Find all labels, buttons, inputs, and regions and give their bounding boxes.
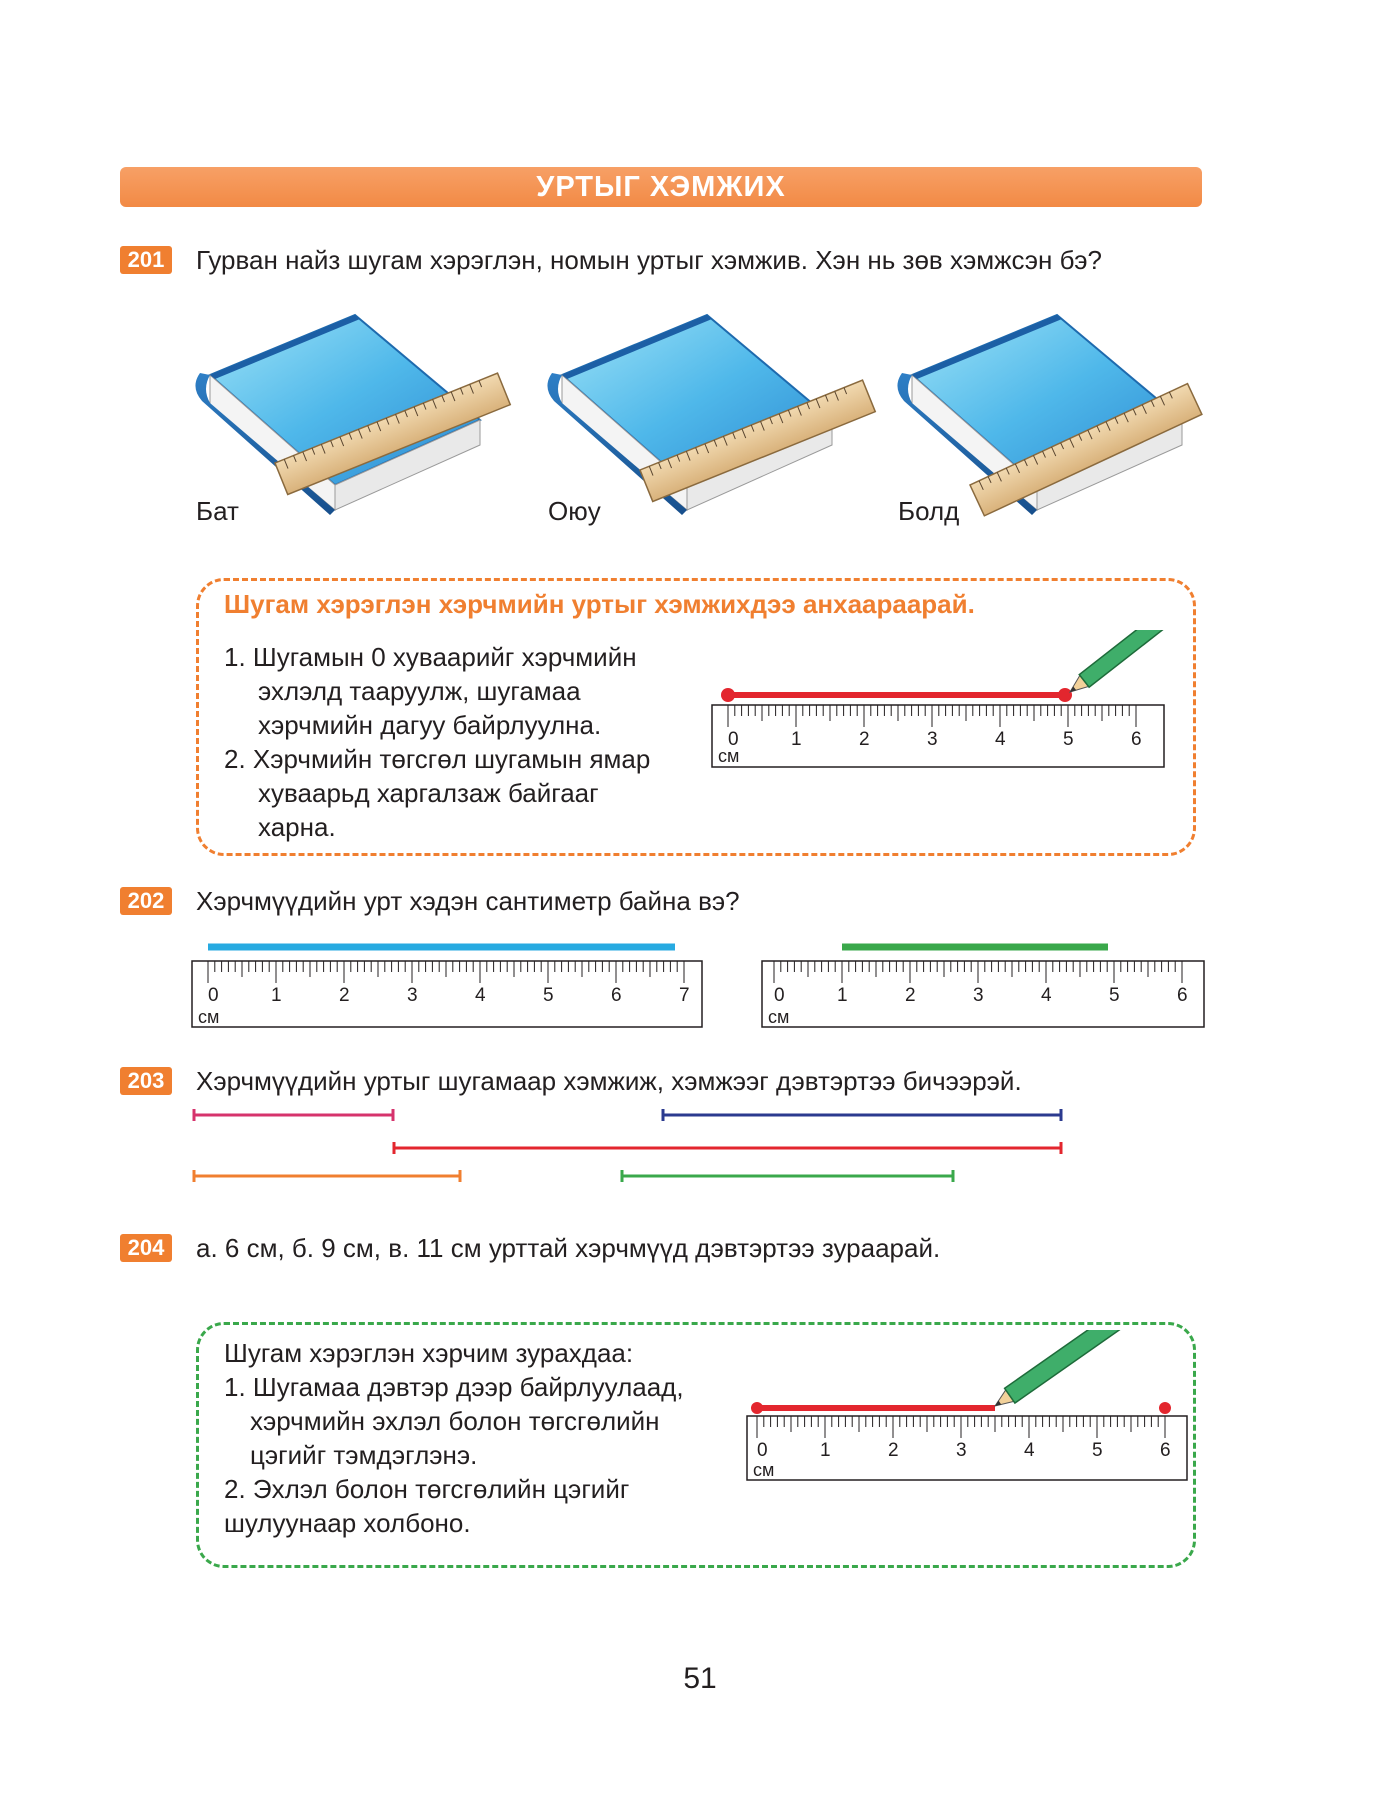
- ruler-tick-label: 4: [1041, 985, 1052, 1006]
- ruler-tick-label: 0: [774, 985, 785, 1006]
- ruler-diagram-tip2: [745, 1330, 1195, 1490]
- ruler-tick-label: 5: [543, 985, 554, 1006]
- tip-line-3: хэрчмийн дагуу байрлуулна.: [258, 710, 602, 740]
- ruler-tick-label: 1: [820, 1440, 831, 1461]
- exercise-number-202: 202: [120, 887, 172, 915]
- ruler-tick-label: 0: [208, 985, 219, 1006]
- name-oyuu: Оюу: [548, 496, 601, 526]
- exercise-number-203: 203: [120, 1067, 172, 1095]
- exercise-204-question: а. 6 см, б. 9 см, в. 11 см урттай хэрчмүүд дэвтэртээ зураарай.: [196, 1233, 941, 1263]
- tip-line-1: 1. Шугамын 0 хуваарийг хэрчмийн: [224, 642, 637, 672]
- segment-green: [622, 1170, 953, 1182]
- ruler-tick-label: 6: [611, 985, 622, 1006]
- exercise-number-201: 201: [120, 246, 172, 274]
- ruler-tick-label: 6: [1160, 1440, 1171, 1461]
- ruler-tick-marks: [757, 1416, 1165, 1438]
- pencil-icon: [1065, 630, 1170, 698]
- tip-box-title: Шугам хэрэглэн хэрчмийн уртыг хэмжихдээ анхаараарай.: [224, 589, 975, 619]
- ruler-tick-label: 5: [1109, 985, 1120, 1006]
- ruler-tick-label: 1: [271, 985, 282, 1006]
- tip2-line-3: хэрчмийн эхлэл болон төгсгөлийн: [250, 1406, 660, 1436]
- tip2-line-1: Шугам хэрэглэн хэрчим зурахдаа:: [224, 1338, 634, 1368]
- exercise-202-question: Хэрчмүүдийн урт хэдэн сантиметр байна вэ?: [196, 886, 740, 916]
- segments-203: [185, 1105, 1075, 1195]
- exercise-203-question: Хэрчмүүдийн уртыг шугамаар хэмжиж, хэмжээг дэвтэртээ бичээрэй.: [196, 1066, 1022, 1096]
- ruler-tick-label: 1: [791, 729, 802, 750]
- ruler-tick-label: 2: [905, 985, 916, 1006]
- ruler-tick-label: 7: [679, 985, 690, 1006]
- page-number: 51: [683, 1662, 717, 1695]
- ruler-tick-label: 3: [407, 985, 418, 1006]
- ruler-tick-label: 2: [888, 1440, 899, 1461]
- tip2-line-6: шулуунаар холбоно.: [224, 1508, 471, 1538]
- tip2-line-4: цэгийг тэмдэглэнэ.: [250, 1440, 478, 1470]
- ruler-tick-label: 5: [1092, 1440, 1103, 1461]
- segment-start-point: [721, 688, 735, 702]
- name-bat: Бат: [196, 496, 239, 526]
- ruler-tick-label: 1: [837, 985, 848, 1006]
- tip-line-4: 2. Хэрчмийн төгсгөл шугамын ямар: [224, 744, 651, 774]
- segment-navy: [663, 1109, 1061, 1121]
- tip-line-2: эхлэлд тааруулж, шугамаа: [258, 676, 581, 706]
- ruler-tick-label: 6: [1131, 729, 1142, 750]
- ruler-diagram-202-left: [190, 935, 710, 1035]
- ruler-tick-marks: [728, 705, 1136, 727]
- segment-orange: [194, 1170, 460, 1182]
- ruler-tick-label: 4: [995, 729, 1006, 750]
- ruler-tick-label: 3: [956, 1440, 967, 1461]
- tip-line-6: харна.: [258, 812, 336, 842]
- exercise-number-204: 204: [120, 1234, 172, 1262]
- exercise-201-question: Гурван найз шугам хэрэглэн, номын уртыг хэмжив. Хэн нь зөв хэмжсэн бэ?: [196, 245, 1102, 275]
- ruler-tick-label: 6: [1177, 985, 1188, 1006]
- svg-text:см: см: [198, 1007, 220, 1027]
- ruler-tick-label: 2: [339, 985, 350, 1006]
- ruler-tick-marks: [208, 961, 684, 983]
- ruler-unit-label: см: [718, 746, 740, 766]
- svg-text:см: см: [753, 1460, 775, 1480]
- svg-text:см: см: [768, 1007, 790, 1027]
- section-title: УРТЫГ ХЭМЖИХ: [120, 167, 1202, 207]
- ruler-diagram-202-right: [760, 935, 1210, 1035]
- books-illustration: [180, 295, 1240, 545]
- ruler-tick-label: 3: [973, 985, 984, 1006]
- ruler-tick-label: 3: [927, 729, 938, 750]
- ruler-202-right: [774, 961, 1188, 1006]
- ruler-tick-marks: [774, 961, 1182, 983]
- segment-end-point: [1058, 688, 1072, 702]
- ruler-tip1: [728, 705, 1142, 750]
- ruler-diagram-tip1: [710, 630, 1170, 780]
- ruler-tick-label: 4: [475, 985, 486, 1006]
- tip-line-5: хуваарьд харгалзаж байгааг: [258, 778, 599, 808]
- tip2-line-5: 2. Эхлэл болон төгсгөлийн цэгийг: [224, 1474, 630, 1504]
- name-bold: Болд: [898, 496, 960, 526]
- ruler-tick-label: 4: [1024, 1440, 1035, 1461]
- ruler-tip2: [757, 1416, 1171, 1461]
- tip2-line-2: 1. Шугамаа дэвтэр дээр байрлуулаад,: [224, 1372, 684, 1402]
- ruler-tick-label: 0: [757, 1440, 768, 1461]
- ruler-202-left: [208, 961, 690, 1006]
- ruler-tick-label: 5: [1063, 729, 1074, 750]
- segment-red: [394, 1142, 1061, 1154]
- ruler-tick-label: 2: [859, 729, 870, 750]
- pencil-icon: [990, 1330, 1133, 1413]
- ruler-tick-label: 0: [728, 729, 739, 750]
- segment-pink: [194, 1109, 393, 1121]
